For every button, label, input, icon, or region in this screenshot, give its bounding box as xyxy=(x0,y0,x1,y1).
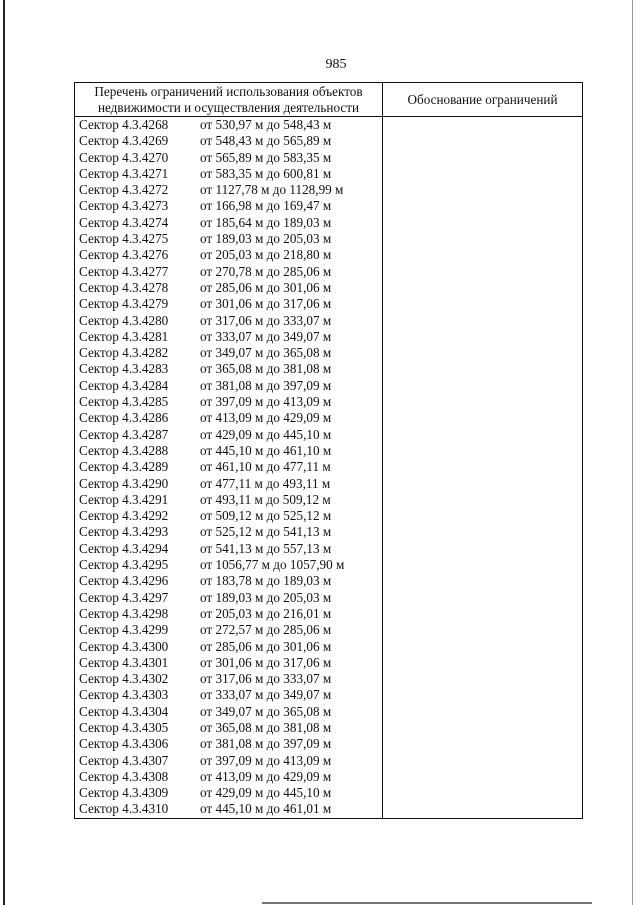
distance-range: от 333,07 м до 349,07 м xyxy=(200,328,332,344)
table-row xyxy=(75,508,382,524)
sector-name: Сектор 4.3.4273 xyxy=(79,198,169,214)
table-row xyxy=(75,198,382,214)
sector-name: Сектор 4.3.4299 xyxy=(79,622,169,638)
distance-range: от 509,12 м до 525,12 м xyxy=(200,508,332,524)
sector-name: Сектор 4.3.4310 xyxy=(79,801,169,817)
distance-range: от 317,06 м до 333,07 м xyxy=(200,312,332,328)
justification-cell xyxy=(383,117,583,819)
sector-name: Сектор 4.3.4280 xyxy=(79,312,169,328)
sector-name: Сектор 4.3.4283 xyxy=(79,361,169,377)
sector-name: Сектор 4.3.4292 xyxy=(79,508,169,524)
distance-range: от 381,08 м до 397,09 м xyxy=(200,736,332,752)
distance-range: от 301,06 м до 317,06 м xyxy=(200,654,332,670)
table-row xyxy=(75,573,382,589)
sector-name: Сектор 4.3.4309 xyxy=(79,785,169,801)
distance-range: от 565,89 м до 583,35 м xyxy=(200,149,332,165)
sector-name: Сектор 4.3.4278 xyxy=(79,279,169,295)
sector-name: Сектор 4.3.4285 xyxy=(79,394,169,410)
table-row xyxy=(75,443,382,459)
sector-name: Сектор 4.3.4288 xyxy=(79,442,169,458)
distance-range: от 477,11 м до 493,11 м xyxy=(200,475,331,491)
table-row xyxy=(75,655,382,671)
table-row xyxy=(75,476,382,492)
sector-name: Сектор 4.3.4269 xyxy=(79,133,169,149)
table-row xyxy=(75,736,382,752)
sector-name: Сектор 4.3.4300 xyxy=(79,638,169,654)
sector-name: Сектор 4.3.4298 xyxy=(79,605,169,621)
sector-name: Сектор 4.3.4279 xyxy=(79,296,169,312)
table-row xyxy=(75,378,382,394)
distance-range: от 166,98 м до 169,47 м xyxy=(200,198,332,214)
distance-range: от 272,57 м до 285,06 м xyxy=(200,622,332,638)
sector-name: Сектор 4.3.4301 xyxy=(79,654,169,670)
distance-range: от 205,03 м до 216,01 м xyxy=(200,605,332,621)
page-bottom-edge xyxy=(262,902,592,904)
sector-name: Сектор 4.3.4270 xyxy=(79,149,169,165)
table-row xyxy=(75,541,382,557)
table-row xyxy=(75,329,382,345)
distance-range: от 365,08 м до 381,08 м xyxy=(200,361,332,377)
page-left-edge xyxy=(3,0,5,905)
distance-range: от 365,08 м до 381,08 м xyxy=(200,719,332,735)
distance-range: от 1056,77 м до 1057,90 м xyxy=(200,557,345,573)
table-row xyxy=(75,264,382,280)
table-row xyxy=(75,524,382,540)
page-right-edge xyxy=(632,0,633,905)
table-row xyxy=(75,150,382,166)
sector-list-cell xyxy=(75,117,383,819)
sector-name: Сектор 4.3.4308 xyxy=(79,768,169,784)
distance-range: от 445,10 м до 461,01 м xyxy=(200,801,332,817)
distance-range: от 381,08 м до 397,09 м xyxy=(200,377,332,393)
distance-range: от 285,06 м до 301,06 м xyxy=(200,638,332,654)
table-row xyxy=(75,671,382,687)
header-justification: Обоснование ограничений xyxy=(383,83,583,117)
distance-range: от 285,06 м до 301,06 м xyxy=(200,279,332,295)
sector-name: Сектор 4.3.4274 xyxy=(79,214,169,230)
sector-name: Сектор 4.3.4306 xyxy=(79,736,169,752)
sector-name: Сектор 4.3.4282 xyxy=(79,345,169,361)
sector-name: Сектор 4.3.4268 xyxy=(79,117,169,132)
distance-range: от 189,03 м до 205,03 м xyxy=(200,231,332,247)
sector-name: Сектор 4.3.4295 xyxy=(79,557,169,573)
table-row xyxy=(75,753,382,769)
sector-name: Сектор 4.3.4307 xyxy=(79,752,169,768)
sector-name: Сектор 4.3.4296 xyxy=(79,573,169,589)
sector-name: Сектор 4.3.4281 xyxy=(79,328,169,344)
distance-range: от 461,10 м до 477,11 м xyxy=(200,459,331,475)
sector-name: Сектор 4.3.4271 xyxy=(79,165,169,181)
sector-name: Сектор 4.3.4302 xyxy=(79,671,169,687)
table-row xyxy=(75,394,382,410)
sector-name: Сектор 4.3.4277 xyxy=(79,263,169,279)
distance-range: от 349,07 м до 365,08 м xyxy=(200,345,332,361)
table-row xyxy=(75,166,382,182)
table-row xyxy=(75,231,382,247)
sector-name: Сектор 4.3.4294 xyxy=(79,540,169,556)
table-row xyxy=(75,622,382,638)
table-row xyxy=(75,280,382,296)
sector-name: Сектор 4.3.4287 xyxy=(79,426,169,442)
table-row xyxy=(75,606,382,622)
table-header-row xyxy=(75,83,583,117)
sector-name: Сектор 4.3.4293 xyxy=(79,524,169,540)
distance-range: от 1127,78 м до 1128,99 м xyxy=(200,182,344,198)
distance-range: от 530,97 м до 548,43 м xyxy=(200,117,332,132)
table-row xyxy=(75,133,382,149)
sector-name: Сектор 4.3.4286 xyxy=(79,410,169,426)
table-row xyxy=(75,117,382,133)
distance-range: от 349,07 м до 365,08 м xyxy=(200,703,332,719)
table-row xyxy=(75,410,382,426)
table-row xyxy=(75,590,382,606)
distance-range: от 333,07 м до 349,07 м xyxy=(200,687,332,703)
table-row xyxy=(75,427,382,443)
page-number: 985 xyxy=(325,57,347,72)
distance-range: от 493,11 м до 509,12 м xyxy=(200,491,331,507)
table-row xyxy=(75,704,382,720)
table-row xyxy=(75,557,382,573)
table-row xyxy=(75,639,382,655)
table-row xyxy=(75,785,382,801)
sector-name: Сектор 4.3.4290 xyxy=(79,475,169,491)
table-row xyxy=(75,687,382,703)
distance-range: от 183,78 м до 189,03 м xyxy=(200,573,332,589)
sector-name: Сектор 4.3.4276 xyxy=(79,247,169,263)
table-row xyxy=(75,313,382,329)
table-row xyxy=(75,296,382,312)
distance-range: от 429,09 м до 445,10 м xyxy=(200,426,332,442)
table-row xyxy=(75,215,382,231)
distance-range: от 189,03 м до 205,03 м xyxy=(200,589,332,605)
distance-range: от 429,09 м до 445,10 м xyxy=(200,785,332,801)
distance-range: от 541,13 м до 557,13 м xyxy=(200,540,332,556)
distance-range: от 548,43 м до 565,89 м xyxy=(200,133,332,149)
distance-range: от 445,10 м до 461,10 м xyxy=(200,442,332,458)
distance-range: от 583,35 м до 600,81 м xyxy=(200,165,332,181)
header-restrictions-list: Перечень ограничений использования объектов недвижимости и осуществления деятельности xyxy=(75,83,383,117)
table-row xyxy=(75,769,382,785)
table-row xyxy=(75,720,382,736)
distance-range: от 397,09 м до 413,09 м xyxy=(200,394,332,410)
distance-range: от 397,09 м до 413,09 м xyxy=(200,752,332,768)
sector-name: Сектор 4.3.4305 xyxy=(79,719,169,735)
distance-range: от 205,03 м до 218,80 м xyxy=(200,247,332,263)
table-row xyxy=(75,182,382,198)
sector-name: Сектор 4.3.4272 xyxy=(79,182,169,198)
table-row xyxy=(75,459,382,475)
distance-range: от 317,06 м до 333,07 м xyxy=(200,671,332,687)
sector-name: Сектор 4.3.4275 xyxy=(79,231,169,247)
distance-range: от 301,06 м до 317,06 м xyxy=(200,296,332,312)
table-row xyxy=(75,345,382,361)
restrictions-table xyxy=(74,82,583,819)
distance-range: от 185,64 м до 189,03 м xyxy=(200,214,332,230)
table-row xyxy=(75,361,382,377)
sector-name: Сектор 4.3.4284 xyxy=(79,377,169,393)
table-row xyxy=(75,492,382,508)
sector-name: Сектор 4.3.4291 xyxy=(79,491,169,507)
distance-range: от 525,12 м до 541,13 м xyxy=(200,524,332,540)
distance-range: от 270,78 м до 285,06 м xyxy=(200,263,332,279)
table-body-row xyxy=(75,117,583,819)
sector-name: Сектор 4.3.4303 xyxy=(79,687,169,703)
distance-range: от 413,09 м до 429,09 м xyxy=(200,768,332,784)
distance-range: от 413,09 м до 429,09 м xyxy=(200,410,332,426)
table-row xyxy=(75,247,382,263)
table-row xyxy=(75,801,382,817)
sector-name: Сектор 4.3.4304 xyxy=(79,703,169,719)
sector-name: Сектор 4.3.4297 xyxy=(79,589,169,605)
sector-name: Сектор 4.3.4289 xyxy=(79,459,169,475)
